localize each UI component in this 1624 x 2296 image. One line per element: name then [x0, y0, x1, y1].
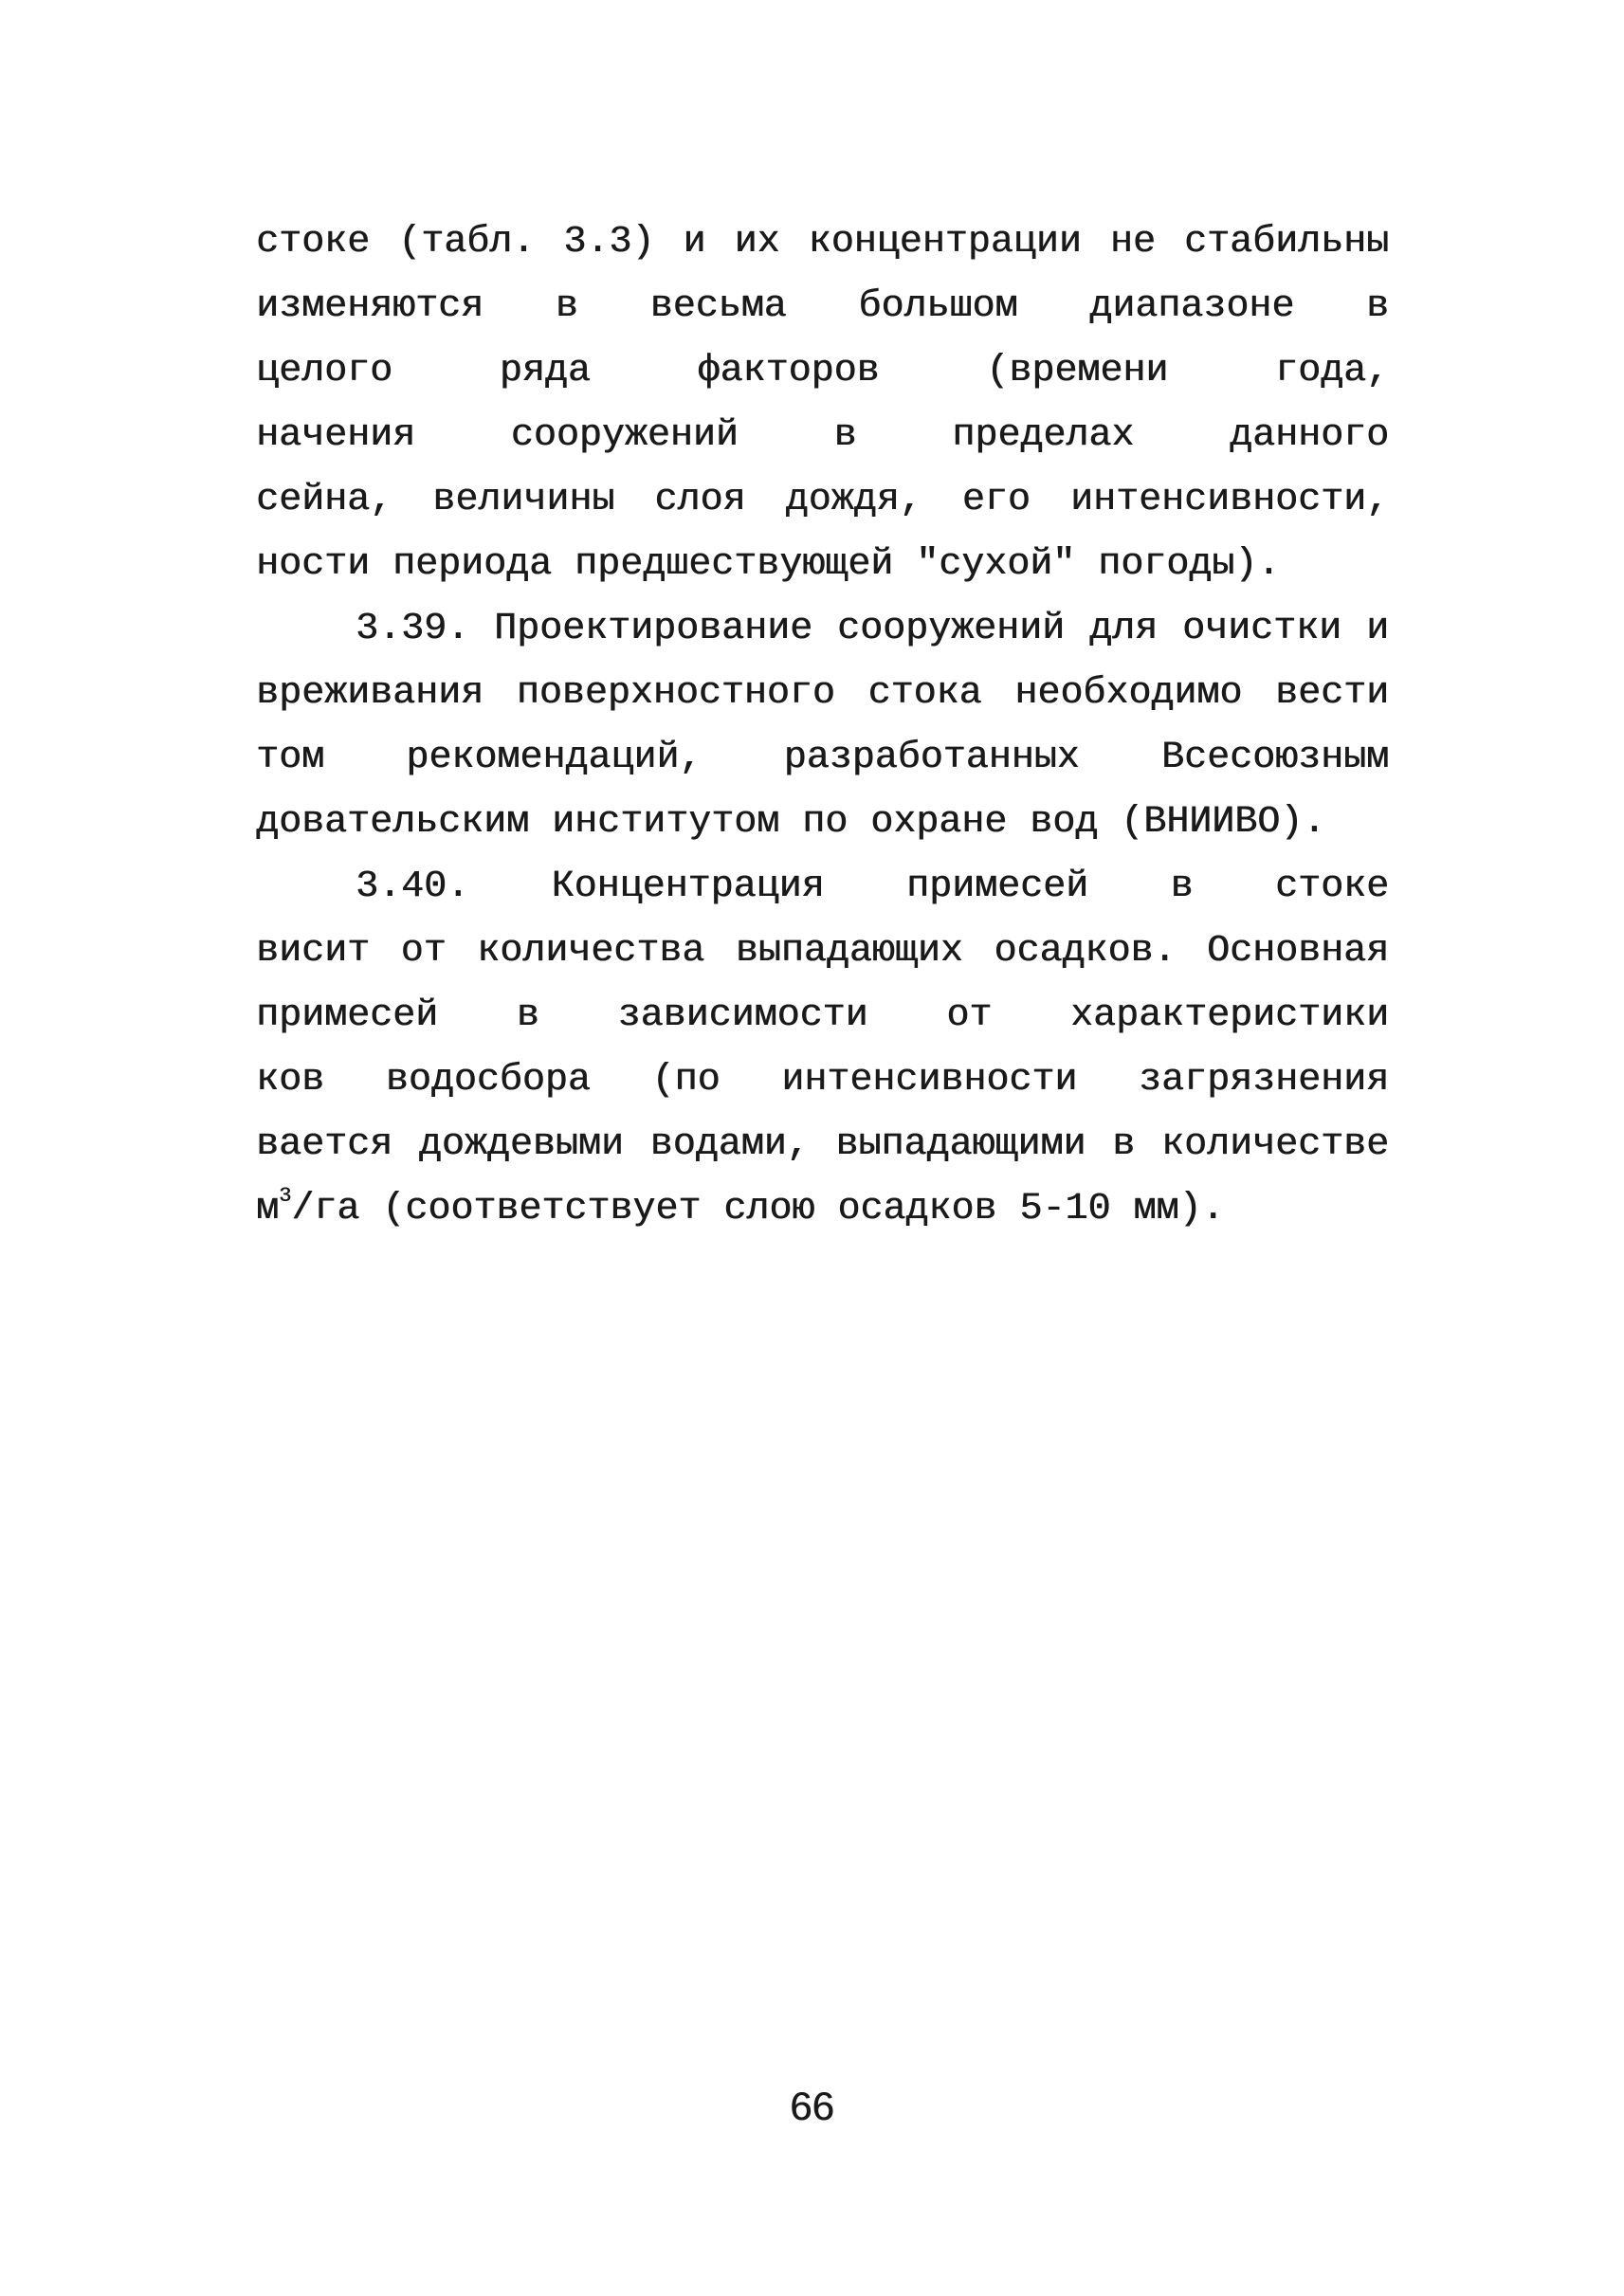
unit-base: м	[256, 1188, 280, 1230]
paragraph-continuation	[256, 210, 1389, 597]
text-line: висит от количества выпадающих осадков. Основная	[256, 930, 1389, 973]
text-line: 3.39. Проектирование сооружений для очистки и	[356, 608, 1389, 650]
text-line: изменяются в весьма большом диапазоне в	[256, 285, 1389, 328]
paragraph-3-39	[256, 597, 1389, 855]
text-line: вреживания поверхностного стока необходимо вести	[256, 672, 1389, 715]
text-line: вается дождевыми водами, выпадающими в количестве	[256, 1123, 1389, 1166]
page-number: 66	[790, 2084, 834, 2128]
text-line: ков водосбора (по интенсивности загрязнения	[256, 1059, 1389, 1102]
text-line: целого ряда факторов (времени года,	[256, 350, 1389, 392]
text-line: примесей в зависимости от характеристики	[256, 994, 1389, 1037]
body-text	[256, 210, 1389, 1242]
text-line: ности периода предшествующей "сухой" погоды).	[256, 543, 1281, 586]
text-line: сейна, величины слоя дождя, его интенсивности,	[256, 479, 1389, 521]
text-line: довательским институтом по охране вод (ВНИИВО).	[256, 801, 1326, 844]
text-line: 3.40. Концентрация примесей в стоке	[356, 866, 1389, 908]
text-line: начения сооружений в пределах данного	[256, 414, 1389, 457]
unit-rest-text: /га (соответствует слою осадков 5-10 мм).	[291, 1188, 1225, 1230]
text-line-with-unit	[256, 1177, 1389, 1242]
paragraph-3-40	[256, 855, 1389, 1242]
text-line: том рекомендаций, разработанных Всесоюзным	[256, 737, 1389, 779]
text-line: стоке (табл. 3.3) и их концентрации не стабильны	[256, 221, 1389, 264]
unit-exponent: 3	[279, 1184, 292, 1208]
